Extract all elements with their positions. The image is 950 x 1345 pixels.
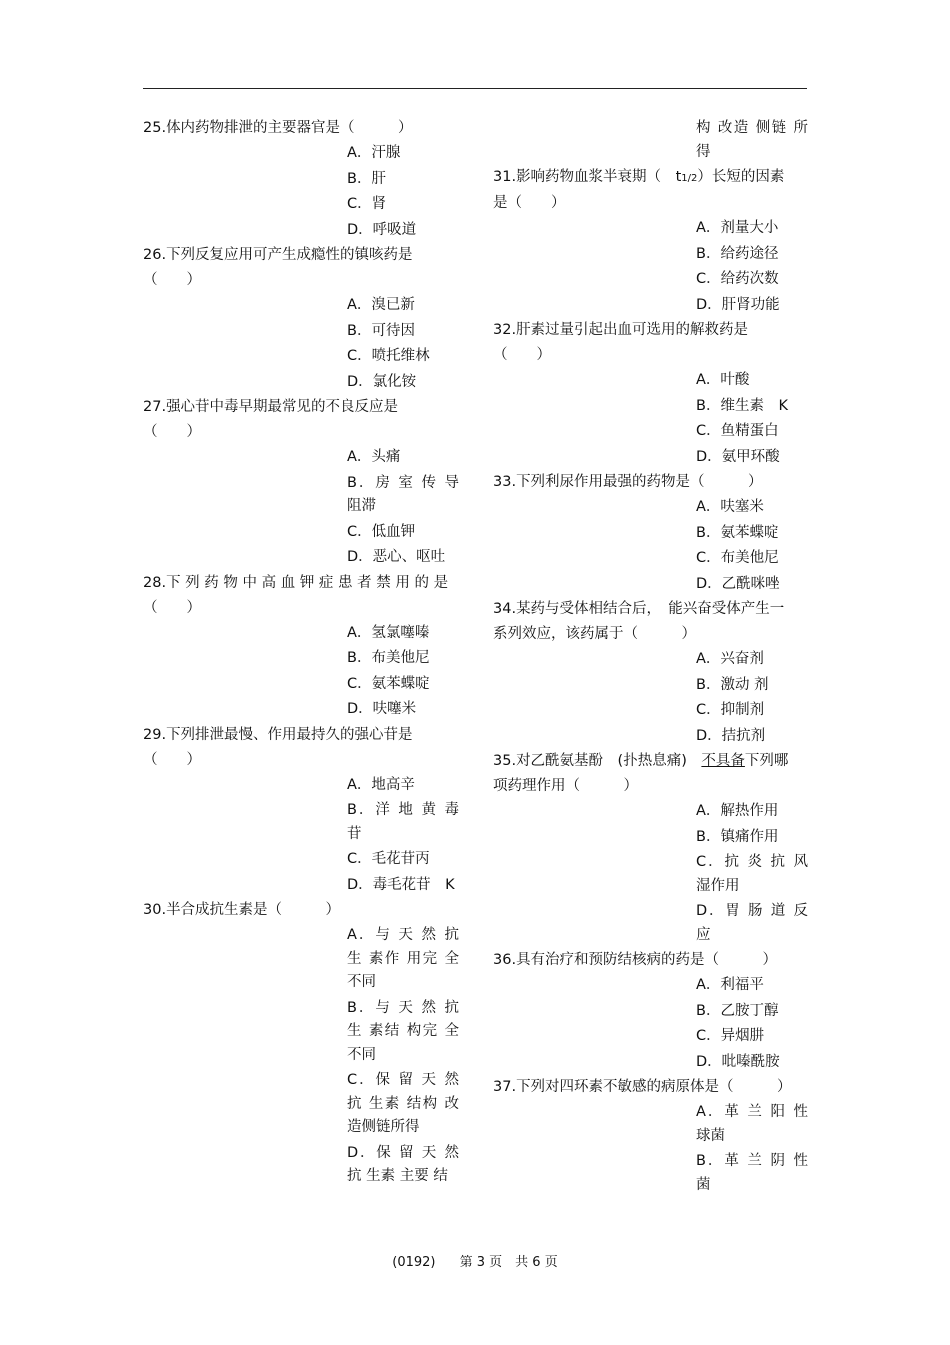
question-26 [143,243,463,395]
question-text-continued: （ ） [143,272,201,288]
question-text: 30.半合成抗生素是（ ） [143,902,341,918]
right-column [493,116,811,1198]
question-34 [493,597,811,749]
answer-option: A．剂量大小 [696,220,779,236]
answer-option: A．与 天 然 抗 生 素作 用完 全 不同 [347,927,459,990]
answer-option: B．氨苯蝶啶 [696,524,779,541]
answer-option: D．呼吸道 [347,221,417,238]
question-text-continued: 系列效应，该药属于（ ） [493,626,696,642]
question-30 [143,898,463,1190]
question-text-continued: 是（ ） [493,195,566,211]
question-text-continued: 项药理作用（ ） [493,778,638,794]
answer-option: B．洋 地 黄 毒 苷 [347,802,459,842]
answer-option: C．毛花苷丙 [347,851,430,867]
answer-option: C．保 留 天 然 抗 生素 结构 改 造侧链所得 [347,1072,459,1135]
question-36 [493,948,811,1075]
answer-option: A．兴奋剂 [696,651,764,667]
answer-option: D．胃 肠 道 反 应 [696,903,808,943]
answer-option: A．革 兰 阳 性 球菌 [696,1104,808,1144]
answer-option: D．呋噻米 [347,701,417,717]
answer-option: B．革 兰 阴 性 菌 [696,1153,808,1193]
answer-option: C．氨苯蝶啶 [347,675,430,692]
question-30-continuation: 构 改造 侧链 所 得 [696,120,808,160]
question-text: 34.某药与受体相结合后， 能兴奋受体产生一 [493,601,785,617]
answer-option: A．利福平 [696,977,764,993]
answer-option: D．毒毛花苷 K [347,876,455,893]
left-column [143,116,463,1190]
answer-option: B．激动 剂 [696,676,769,693]
question-35 [493,749,811,948]
question-text: 35.对乙酰氨基酚 (扑热息痛) 不具备下列哪 [493,753,789,769]
question-28 [143,571,463,723]
question-text: 36.具有治疗和预防结核病的药是（ ） [493,952,778,968]
answer-option: A．头痛 [347,449,401,465]
answer-option: C．低血钾 [347,523,416,540]
question-text-continued: （ ） [143,424,201,440]
question-25 [143,116,463,243]
question-text: 25.体内药物排泄的主要器官是（ ） [143,120,413,136]
page-number: 第 3 页 共 6 页 [459,1255,558,1270]
answer-option: A．叶酸 [696,372,750,388]
answer-option: B．与 天 然 抗 生 素结 构完 全 不同 [347,999,459,1063]
answer-option: D．保 留 天 然 抗 生素 主要 结 [347,1144,459,1184]
answer-option: A．解热作用 [696,803,779,819]
question-text: 33.下列利尿作用最强的药物是（ ） [493,474,763,490]
question-text-continued: （ ） [143,751,201,768]
answer-option: A．呋塞米 [696,499,764,515]
answer-option: A．地高辛 [347,776,415,793]
answer-option: D．乙酰咪唑 [696,575,780,592]
answer-option: B．布美他尼 [347,650,430,666]
answer-option: C．肾 [347,196,387,212]
question-31 [493,165,811,318]
question-27 [143,395,463,571]
answer-option: B．给药途径 [696,245,779,262]
answer-option: D．肝肾功能 [696,296,780,313]
question-text-continued: （ ） [143,599,201,616]
answer-option: C．给药次数 [696,271,779,287]
answer-option: D．吡嗪酰胺 [696,1053,780,1070]
question-text: 37.下列对四环素不敏感的病原体是（ ） [493,1079,792,1095]
question-33 [493,470,811,597]
answer-option: C．喷托维林 [347,348,430,364]
question-text-continued: （ ） [493,347,551,363]
answer-option: B．肝 [347,170,386,187]
question-text: 27.强心苷中毒早期最常见的不良反应是 [143,399,399,415]
question-29 [143,723,463,899]
answer-option: B．维生素 K [696,397,788,414]
answer-option: C．抗 炎 抗 风 湿作用 [696,854,808,894]
answer-option: C．抑制剂 [696,702,765,718]
answer-option: D．氯化铵 [347,373,417,390]
header-rule [143,88,807,89]
question-text: 26.下列反复应用可产生成瘾性的镇咳药是 [143,247,413,263]
question-text: 28.下 列 药 物 中 高 血 钾 症 患 者 禁 用 的 是 [143,574,449,591]
answer-option: A．溴已新 [347,297,415,313]
answer-option: A．汗腺 [347,145,401,161]
answer-option: C．鱼精蛋白 [696,423,779,439]
answer-option: D．恶心、呕吐 [347,549,446,565]
answer-option: B．乙胺丁醇 [696,1002,779,1019]
exam-code: (0192) [392,1255,436,1270]
question-text: 32.肝素过量引起出血可选用的解救药是 [493,322,749,338]
answer-option: A．氢氯噻嗪 [347,624,430,641]
answer-option: D．拮抗剂 [696,727,766,744]
answer-option: B．房 室 传 导 阻滞 [347,474,459,514]
answer-option: B．可待因 [347,322,415,339]
answer-option: C．异烟肼 [696,1028,765,1044]
answer-option: B．镇痛作用 [696,828,779,845]
page-footer [0,1251,950,1270]
question-37 [493,1075,811,1198]
question-text: 29.下列排泄最慢、作用最持久的强心苷是 [143,726,413,743]
answer-option: D．氨甲环酸 [696,448,780,465]
question-text: 31.影响药物血浆半衰期（ t1/2）长短的因素 [493,169,785,185]
question-32 [493,318,811,470]
answer-option: C．布美他尼 [696,550,779,566]
